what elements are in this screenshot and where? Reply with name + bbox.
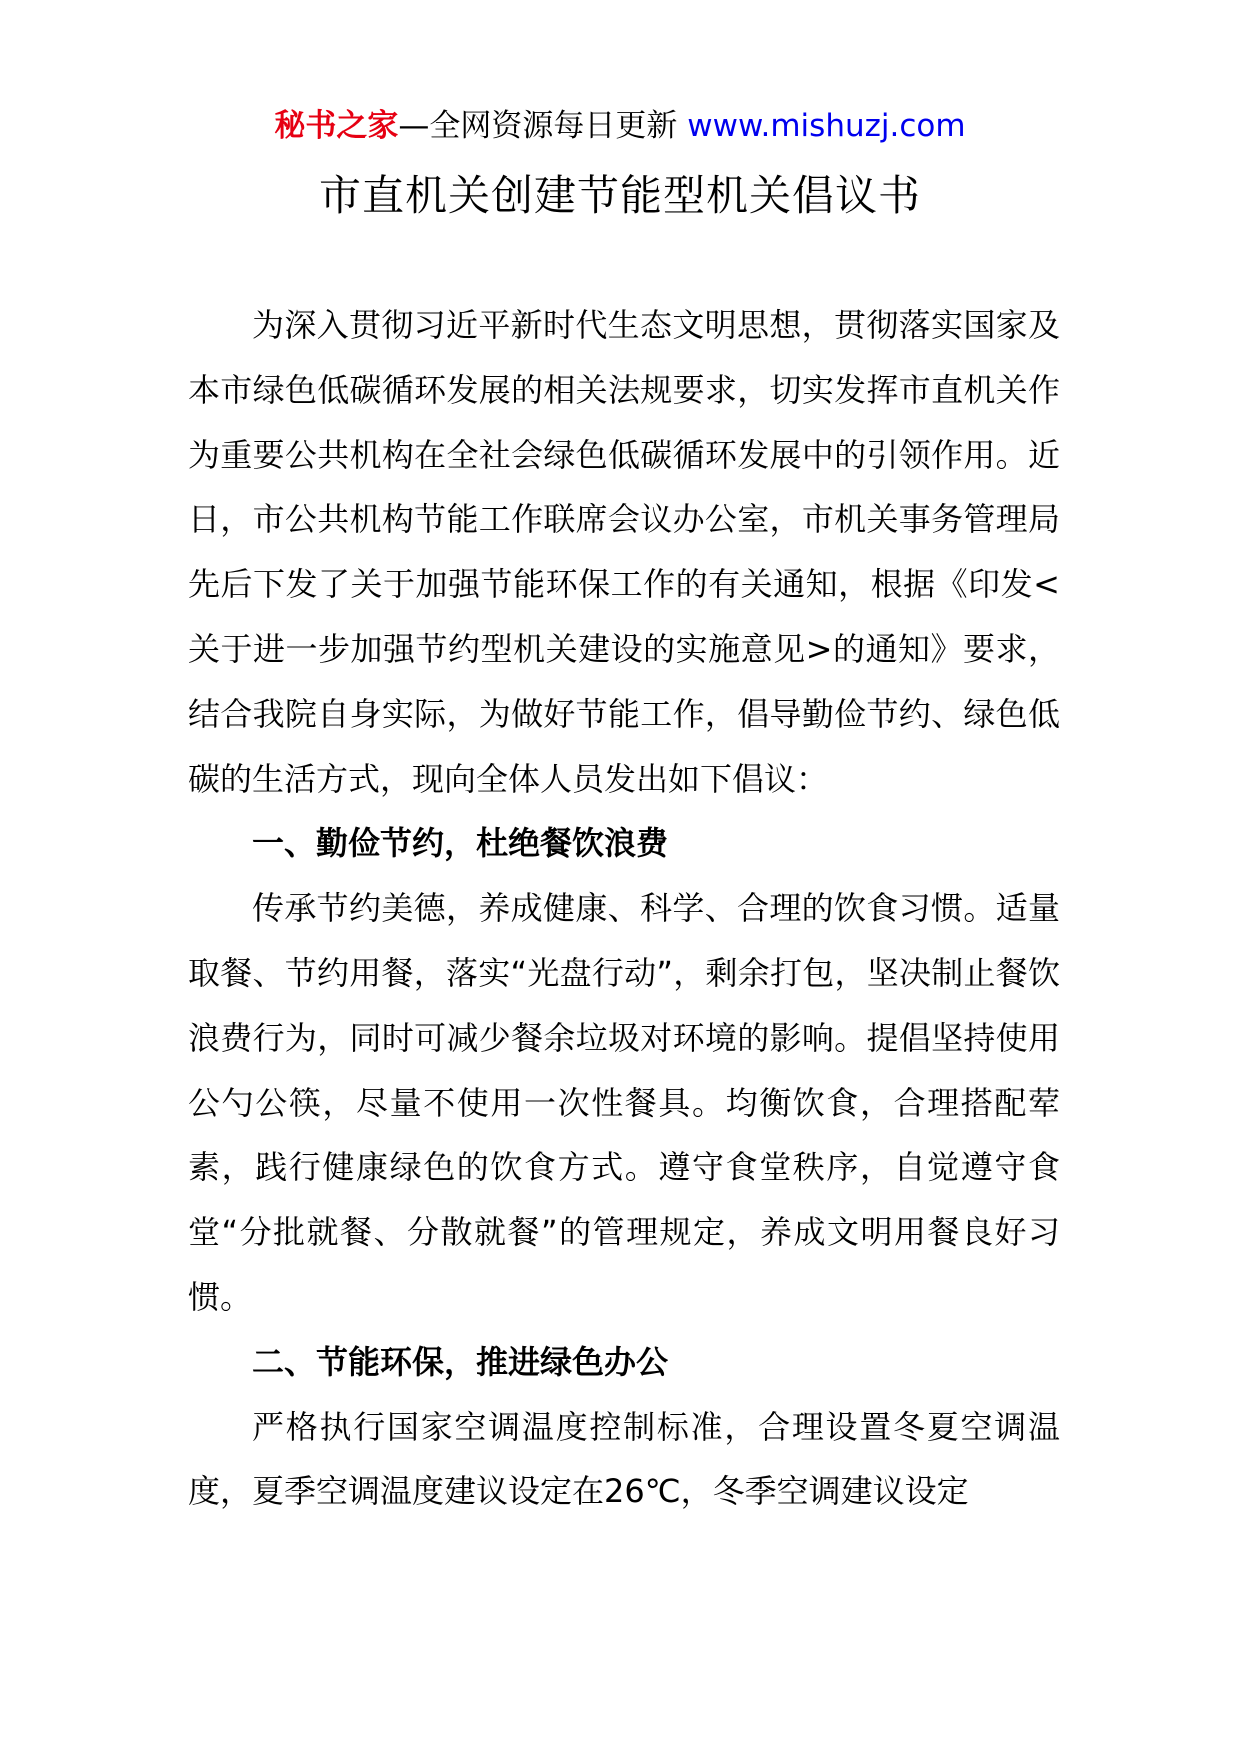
header-tagline: —全网资源每日更新	[398, 108, 688, 144]
section-body-2: 严格执行国家空调温度控制标准，合理设置冬夏空调温度，夏季空调温度建议设定在26℃，冬季空调建议设定	[188, 1407, 1060, 1511]
section-body-1: 传承节约美德，养成健康、科学、合理的饮食习惯。适量取餐、节约用餐，落实“光盘行动”，剩余打包，坚决制止餐饮浪费行为，同时可减少餐余垃圾对环境的影响。提倡坚持使用公勺公筷，尽量不使用一次性餐具。均衡饮食，合理搭配荤素，践行健康绿色的饮食方式。遵守食堂秩序，自觉遵守食堂“分批就餐、分散就餐”的管理规定，养成文明用餐良好习惯。	[188, 889, 1060, 1316]
document-body	[188, 293, 1060, 1524]
section-heading-1: 一、勤俭节约，杜绝餐饮浪费	[252, 824, 669, 863]
document-title: 市直机关创建节能型机关倡议书	[318, 171, 921, 220]
brand-name: 秘书之家	[274, 108, 399, 144]
intro-paragraph: 为深入贯彻习近平新时代生态文明思想，贯彻落实国家及本市绿色低碳循环发展的相关法规要求，切实发挥市直机关作为重要公共机构在全社会绿色低碳循环发展中的引领作用。近日，市公共机构节能工作联席会议办公室，市机关事务管理局先后下发了关于加强节能环保工作的有关通知，根据《印发<关于进一步加强节约型机关建设的实施意见>的通知》要求，结合我院自身实际，为做好节能工作，倡导勤俭节约、绿色低碳的生活方式，现向全体人员发出如下倡议：	[188, 306, 1060, 798]
section-heading-2: 二、节能环保，推进绿色办公	[252, 1342, 669, 1381]
site-header	[0, 104, 1240, 148]
site-url-link[interactable]: www.mishuzj.com	[687, 108, 966, 144]
